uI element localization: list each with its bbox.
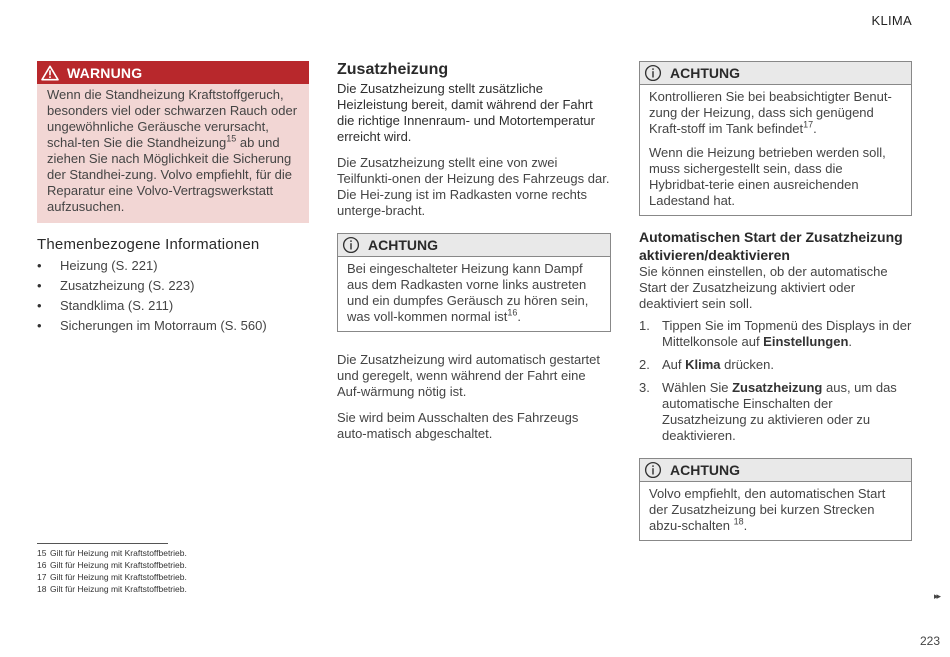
ui-term-zusatzheizung: Zusatzheizung	[732, 380, 823, 395]
footnote: 16 Gilt für Heizung mit Kraftstoffbetrieb.	[37, 560, 187, 570]
warning-title: WARNUNG	[67, 64, 143, 81]
lead-paragraph: Die Zusatzheizung stellt zusätzliche Heizleistung bereit, damit während der Fahrt die richtige Innenraum- und Motortemperatur erreicht wird.	[337, 81, 595, 144]
step-item: 2. Auf Klima drücken.	[639, 357, 775, 372]
related-info-heading: Themenbezogene Informationen	[37, 236, 260, 253]
page-title: Zusatzheizung	[337, 61, 449, 78]
next-page-icon[interactable]: ▸▸	[933, 591, 939, 601]
attention-header	[640, 459, 911, 482]
attention-box	[639, 458, 912, 541]
warning-triangle-icon	[41, 65, 59, 81]
steps-list	[639, 318, 912, 444]
column-middle	[337, 61, 611, 442]
footnote-ref-15: 15	[226, 133, 237, 144]
attention-header	[640, 62, 911, 85]
attention-text: Kontrollieren Sie bei beabsichtigter Benut-zung der Heizung, dass sich genügend Kraft-stoff im Tank befindet$^{17}$. Wenn die Heizung betrieben werden soll, muss sichergestellt sein, dass die Hybridbat-terie einen ausreichenden Ladestand hat.	[649, 89, 892, 208]
column-right	[639, 61, 912, 541]
attention-text: Bei eingeschalteter Heizung kann Dampf aus dem Radkasten vorne links austreten und ein dumpfes Geräusch zu hören sein, was voll-kommen normal ist$^{16}$.	[347, 261, 589, 324]
step-item: 3. Wählen Sie Zusatzheizung aus, um das automatische Einschalten der Zusatzheizung zu aktivieren oder zu deaktivieren.	[639, 380, 897, 443]
attention-title: ACHTUNG	[670, 462, 740, 478]
column-left	[37, 61, 309, 338]
related-link-zusatzheizung[interactable]: • Zusatzheizung (S. 223)	[37, 278, 309, 294]
paragraph: Sie wird beim Ausschalten des Fahrzeugs auto-matisch abgeschaltet.	[337, 410, 579, 441]
info-circle-icon	[644, 461, 662, 479]
step-item: 1. Tippen Sie im Topmenü des Displays in der Mittelkonsole auf Einstellungen.	[639, 318, 912, 349]
paragraph: Die Zusatzheizung stellt eine von zwei Teilfunkti-onen der Heizung des Fahrzeugs dar. Die Hei-zung ist im Radkasten vorne rechts unterge-bracht.	[337, 155, 610, 218]
ui-term-einstellungen: Einstellungen	[763, 334, 849, 349]
ui-term-klima: Klima	[685, 357, 721, 372]
attention-box	[337, 233, 611, 332]
related-link-standklima[interactable]: • Standklima (S. 211)	[37, 298, 309, 314]
warning-header	[37, 61, 309, 84]
warning-text: Wenn die Standheizung Kraftstoffgeruch, besonders viel oder schwarzen Rauch oder ungewöhnliche Geräusche verursacht, schal-ten Sie die Standheizung$^{15}$ ab und ziehen Sie nach Möglichkeit die Sicherung der Standhei-zung. Volvo empfiehlt, für die Reparatur eine Volvo-Vertragswerkstatt aufzusuchen.	[47, 87, 298, 214]
footnote: 18 Gilt für Heizung mit Kraftstoffbetrieb.	[37, 584, 187, 594]
footnote-ref-17: 17	[803, 119, 814, 130]
related-link-sicherungen[interactable]: • Sicherungen im Motorraum (S. 560)	[37, 318, 309, 334]
info-circle-icon	[644, 64, 662, 82]
paragraph: Die Zusatzheizung wird automatisch gestartet und geregelt, wenn während der Fahrt eine Auf-wärmung nötig ist.	[337, 352, 601, 399]
related-info-list	[37, 258, 309, 334]
attention-box	[639, 61, 912, 216]
attention-title: ACHTUNG	[670, 65, 740, 81]
footnote-divider	[37, 543, 168, 544]
footnote-ref-16: 16	[507, 307, 518, 318]
footnote-ref-18: 18	[733, 516, 744, 527]
footnote: 15 Gilt für Heizung mit Kraftstoffbetrieb.	[37, 548, 187, 558]
info-circle-icon	[342, 236, 360, 254]
section-heading: Automatischen Start der Zusatzheizung aktivieren/deaktivieren	[639, 229, 903, 263]
warning-box	[37, 61, 309, 223]
intro-paragraph: Sie können einstellen, ob der automatische Start der Zusatzheizung aktiviert oder deaktiviert sein soll.	[639, 264, 888, 311]
footnote: 17 Gilt für Heizung mit Kraftstoffbetrieb.	[37, 572, 187, 582]
attention-title: ACHTUNG	[368, 237, 438, 253]
related-link-heizung[interactable]: • Heizung (S. 221)	[37, 258, 309, 274]
attention-header	[338, 234, 610, 257]
attention-text: Volvo empfiehlt, den automatischen Start der Zusatzheizung bei kurzen Strecken abzu-schalten $^{18}$.	[649, 486, 886, 533]
section-label: KLIMA	[871, 13, 912, 28]
page-number: 223	[919, 634, 940, 648]
